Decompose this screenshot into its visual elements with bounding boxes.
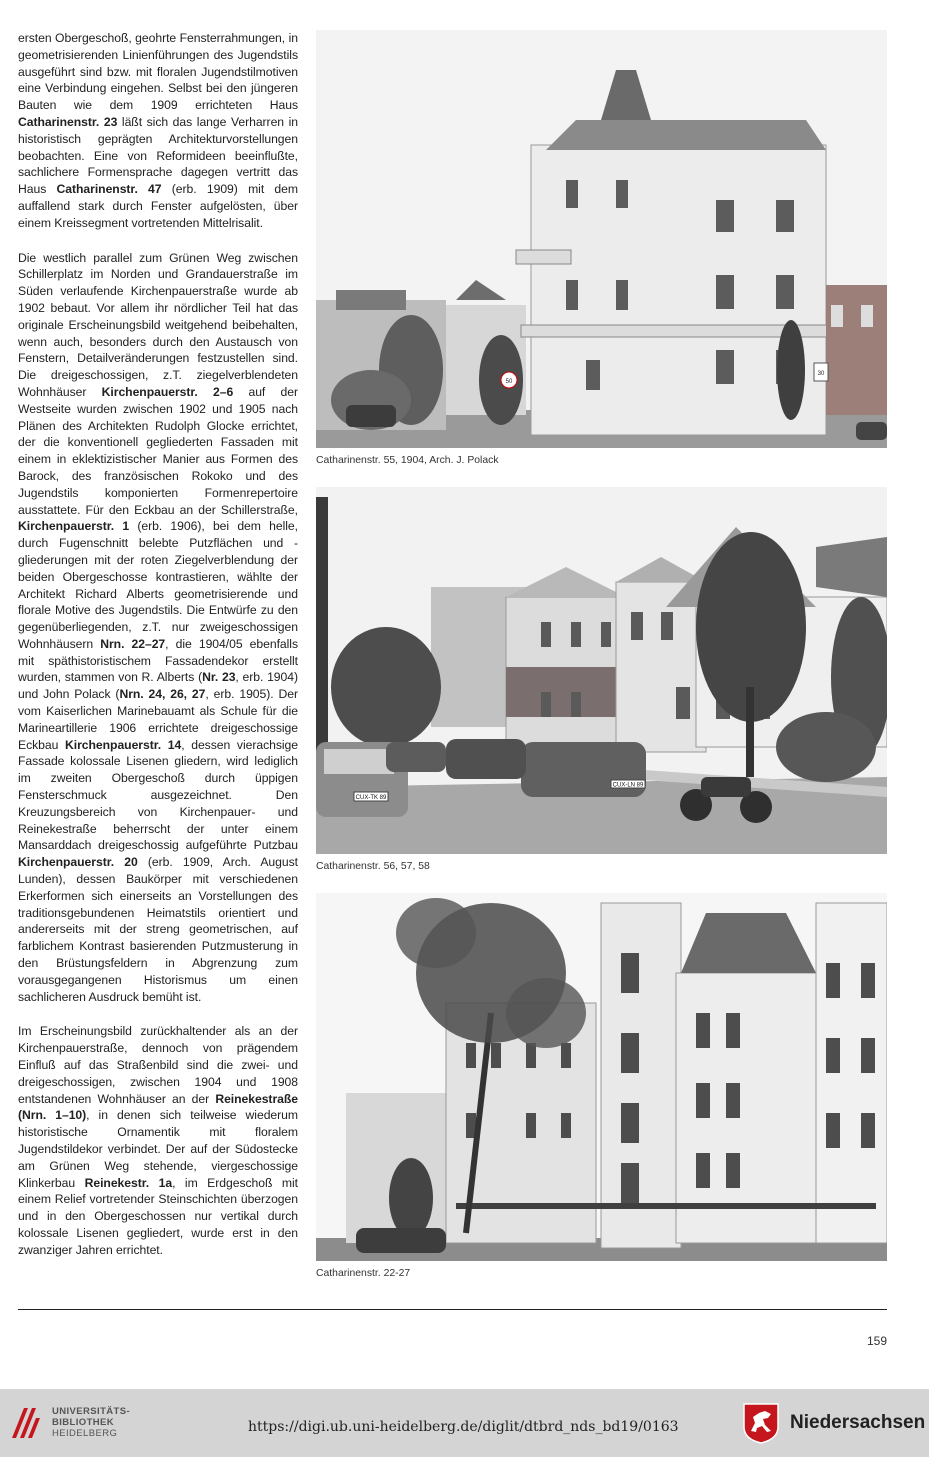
photo-3-image: [316, 893, 887, 1261]
text-run: (erb. 1906), bei dem helle, durch Fugenschnitt belebte Putzflächen und -gliederungen mit der roten Ziegelverblendung der beiden Obergeschosse kontrastieren, wählte der Architekt Richard Alberts geometrisierende und florale Motive des Jugendstils. Die Entwürfe zu den gegenüberliegenden, z.T. nur zweigeschossigen Wohnhäusern: [18, 519, 298, 651]
photo-1-sign-2: 30: [817, 371, 825, 377]
page-number: 159: [866, 1334, 887, 1348]
text-run: Im Erscheinungsbild zurückhaltender als an der Kirchenpauerstraße, dennoch von prägendem Einfluß auf das Straßenbild sind die zwei- und dreigeschossigen, zwischen 1904 und 1908 entstandenen Wohnhäuser an der: [18, 1024, 298, 1106]
paragraph-2: [18, 250, 298, 1006]
street-reference: Reinekestraße (Nrn. 1–10): [18, 1091, 298, 1123]
library-name[interactable]: [52, 1406, 130, 1439]
footer-rule: [18, 1309, 887, 1310]
library-logo-icon[interactable]: [10, 1404, 44, 1440]
text-run: läßt sich das lange Verharren in historistisch geprägten Architekturvorstellungen beobachten. Eine von Reformideen beeinflußte, sachlichere Formensprache dagegen vertritt das Haus: [18, 114, 299, 197]
text-run: , erb. 1905). Der vom Kaiserlichen Marinebauamt als Schule für die Marineartillerie 1906 errichtete dreigeschossige Eckbau: [18, 687, 298, 752]
caption-1: Catharinenstr. 55, 1904, Arch. J. Polack: [316, 455, 499, 466]
text-run: Die westlich parallel zum Grünen Weg zwischen Schillerplatz im Norden und Grandauerstraße im Süden verlaufende Kirchenpauerstraße wurde ab 1902 bebaut. Vor allem ihr nördlicher Teil hat das originale Erscheinungsbild weitgehend beibehalten, wenn auch, besonders durch den Austausch von Fenstern, Detailveränderungen festzustellen sind. Die dreigeschossigen, z.T. ziegelverblendeten Wohnhäuser: [18, 250, 298, 399]
street-reference: Kirchenpauerstr. 20: [18, 855, 138, 870]
library-line-2: BIBLIOTHEK: [52, 1417, 115, 1428]
street-reference: Nr. 23: [202, 670, 236, 685]
text-run: auf der Westseite wurden zwischen 1902 und 1905 nach Plänen des Architekten Rudolph Glocke errichtet, der die konventionell gegliederten Fassaden mit einem in eklektizistischer Manier aus Formen des Barock, des französischen Rokoko und des Jugendstils komponierten Formenrepertoire ausstattete. Für den Eckbau an der Schillerstraße,: [18, 384, 299, 517]
text-run: ersten Obergeschoß, geohrte Fensterrahmungen, in geometrisierenden Linienführungen des Jugendstils ausgeführt sind bzw. mit floralen Jugendstilmotiven eine Verbindung eingehen. Selbst bei den jüngeren Bauten wie dem 1909 errichteten Haus: [18, 31, 298, 113]
permalink-url[interactable]: https://digi.ub.uni-heidelberg.de/diglit/dtbrd_nds_bd19/0163: [248, 1419, 679, 1435]
street-reference: Nrn. 24, 26, 27: [119, 687, 206, 702]
library-line-1: UNIVERSITÄTS-: [52, 1406, 131, 1417]
caption-3: Catharinenstr. 22-27: [316, 1268, 411, 1279]
library-line-3: HEIDELBERG: [52, 1428, 118, 1439]
text-run: , in denen sich teilweise wiederum historistische Ornamentik mit floralem Jugendstildekor verbindet. Der auf der Südostecke am Grünen Weg stehende, viergeschossige Klinkerbau: [18, 1108, 298, 1190]
photo-catharinenstr-55: [316, 30, 887, 448]
photo-catharinenstr-22-27: [316, 893, 887, 1261]
text-run: , die 1904/05 ebenfalls mit späthistoristischem Fassadendekor erstellt wurden, stammen von R. Alberts (: [18, 636, 299, 685]
footer-bar: [0, 1389, 929, 1457]
photo-1-image: [316, 30, 887, 448]
body-text-column: [18, 30, 298, 1277]
street-reference: Kirchenpauerstr. 1: [18, 519, 130, 534]
niedersachsen-label[interactable]: Niedersachsen: [790, 1412, 926, 1433]
street-reference: Catharinenstr. 47: [56, 182, 162, 197]
text-run: (erb. 1909) mit dem auffallend stark durch Fenster aufgelösten, über einem Kreissegment vortretenden Mittelrisalit.: [18, 182, 298, 230]
text-run: , dessen vierachsige Fassade kolossale Lisenen gliedern, wird lediglich im zweiten Obergeschoß durch üppigen Fensterschmuck ausgezeichnet. Den Kreuzungsbereich von Kirchenpauer- und Reinekestraße beherrscht der unter einem Mansarddach dreigeschossig aufgeführte Putzbau: [18, 737, 298, 853]
street-reference: Catharinenstr. 23: [18, 114, 118, 129]
photo-catharinenstr-56-58: [316, 487, 887, 854]
paragraph-1: [18, 30, 298, 232]
paragraph-3: [18, 1023, 298, 1258]
street-reference: Reinekestr. 1a: [84, 1175, 173, 1190]
text-run: , erb. 1904) und John Polack (: [18, 670, 298, 702]
photo-1-sign-1: 50: [505, 379, 513, 385]
niedersachsen-horse-icon[interactable]: [741, 1401, 781, 1445]
street-reference: Kirchenpauerstr. 2–6: [101, 384, 234, 399]
photo-2-image: [316, 487, 887, 854]
caption-2: Catharinenstr. 56, 57, 58: [316, 861, 430, 872]
text-run: (erb. 1909, Arch. August Lunden), dessen Baukörper mit verschiedenen Erkerformen sich einerseits an Vorstellungen des traditionsgebundenen Heimatstils orientiert und andererseits mit der streng geometrischen, auf farblichem Kontrast basierenden Putzmusterung in den Brüstungsfeldern in Abgrenzung zum vorausgegangenen Historismus um einen sachlicheren Ausdruck bemüht ist.: [18, 855, 298, 1004]
photo-2-plate-1: CUX-TK 89: [355, 795, 387, 801]
street-reference: Nrn. 22–27: [100, 636, 166, 651]
text-run: , im Erdgeschoß mit einem Relief vortretender Steinschichten überzogen und in den Obergeschossen nur vertikal durch kolossale Lisenen gegliedert, wurde erst in den zwanziger Jahren errichtet.: [18, 1175, 298, 1257]
photo-2-plate-2: CUX-LN 89: [612, 782, 644, 789]
street-reference: Kirchenpauerstr. 14: [65, 737, 182, 752]
